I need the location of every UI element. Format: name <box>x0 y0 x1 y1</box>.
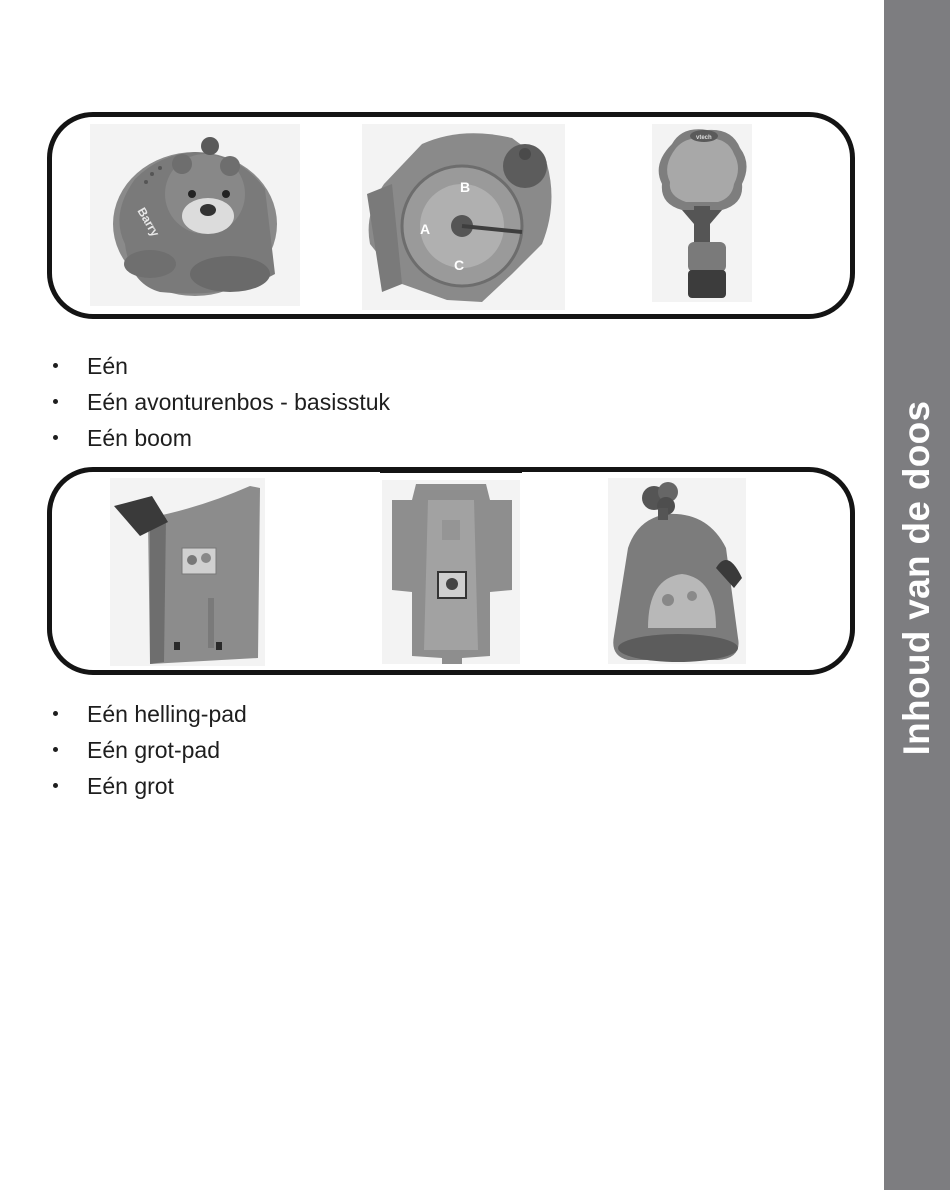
bullet-icon <box>53 711 58 716</box>
list-item <box>50 384 390 420</box>
contents-list-1 <box>50 348 390 456</box>
list-item-label: Eén avonturenbos - basisstuk <box>87 389 391 415</box>
list-item <box>50 768 247 804</box>
section-title: Inhoud van de doos <box>896 400 937 756</box>
ramp-path-image <box>110 478 265 666</box>
dial-letter-c: C <box>454 257 465 273</box>
tree-image <box>652 124 752 302</box>
dial-letter-b: B <box>460 179 471 195</box>
bullet-icon <box>53 747 58 752</box>
bear-figure-image <box>90 124 300 306</box>
list-item-label: Eén grot <box>87 773 174 799</box>
list-item <box>50 420 390 456</box>
adventure-forest-base-image <box>362 124 565 310</box>
list-item-label: Eén <box>87 353 128 379</box>
list-item <box>50 348 390 384</box>
panel-tab-mark <box>380 467 522 473</box>
list-item-label: Eén boom <box>87 425 192 451</box>
bullet-icon <box>53 783 58 788</box>
list-item-label: Eén grot-pad <box>87 737 220 763</box>
bear-badge-text: Barry <box>134 204 163 240</box>
bullet-icon <box>53 435 58 440</box>
cave-path-image <box>382 480 520 664</box>
list-item <box>50 696 247 732</box>
bullet-icon <box>53 399 58 404</box>
list-item-label: Eén helling-pad <box>87 701 247 727</box>
cave-image <box>608 478 746 664</box>
dial-letter-a: A <box>420 221 431 237</box>
contents-list-2 <box>50 696 247 804</box>
list-item <box>50 732 247 768</box>
bullet-icon <box>53 363 58 368</box>
tree-sign-text: vtech <box>696 135 712 141</box>
